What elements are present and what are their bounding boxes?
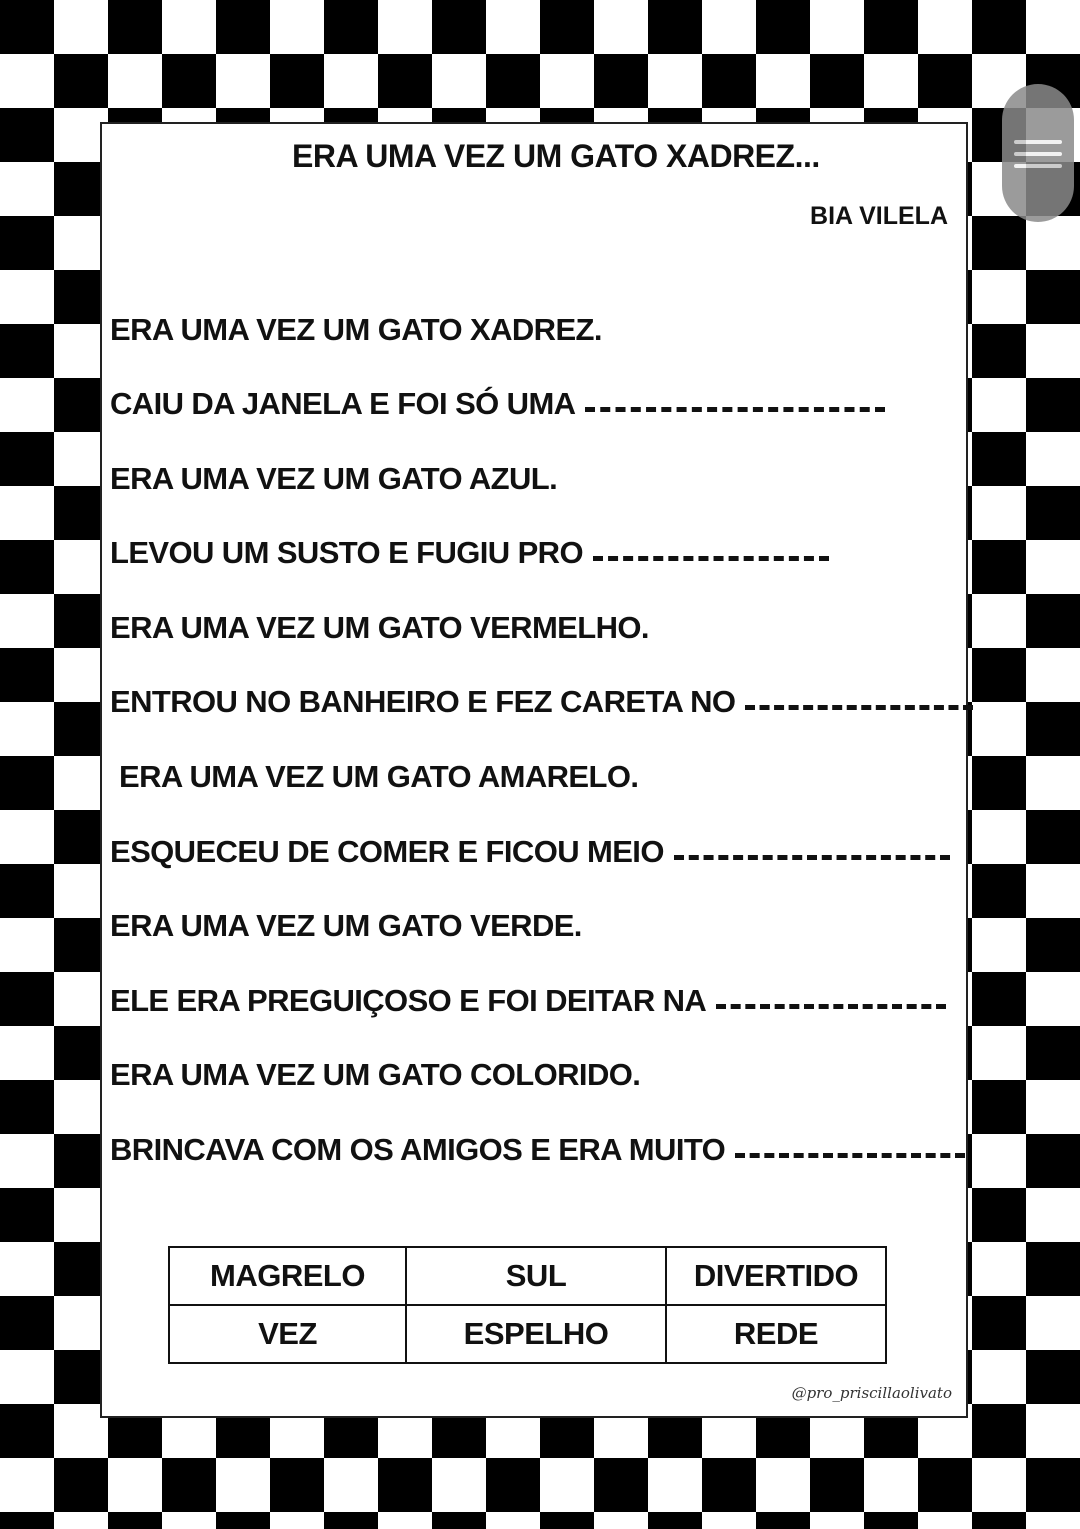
border-square xyxy=(0,432,54,486)
answer-blank[interactable] xyxy=(735,1153,965,1158)
verse-line: ELE ERA PREGUIÇOSO E FOI DEITAR NA xyxy=(110,983,946,1019)
border-square xyxy=(594,54,648,108)
verse-line: ERA UMA VEZ UM GATO AZUL. xyxy=(110,461,558,496)
border-square xyxy=(1026,1026,1080,1080)
border-square xyxy=(1026,270,1080,324)
border-square xyxy=(378,54,432,108)
border-square xyxy=(1026,486,1080,540)
border-square xyxy=(1026,378,1080,432)
verse-line: CAIU DA JANELA E FOI SÓ UMA xyxy=(110,386,885,422)
verse-line: ERA UMA VEZ UM GATO VERMELHO. xyxy=(110,610,649,645)
border-square xyxy=(0,1512,54,1529)
border-square xyxy=(162,1458,216,1512)
border-square xyxy=(972,0,1026,54)
border-square xyxy=(972,1404,1026,1458)
border-square xyxy=(702,54,756,108)
border-square xyxy=(486,1458,540,1512)
border-square xyxy=(0,1404,54,1458)
answer-blank[interactable] xyxy=(585,407,885,412)
border-square xyxy=(108,0,162,54)
border-square xyxy=(0,864,54,918)
border-square xyxy=(1026,918,1080,972)
border-square xyxy=(756,1512,810,1529)
hamburger-menu-button[interactable] xyxy=(1002,84,1074,222)
border-square xyxy=(972,648,1026,702)
border-square xyxy=(0,216,54,270)
border-square xyxy=(0,648,54,702)
border-square xyxy=(972,864,1026,918)
border-square xyxy=(108,1512,162,1529)
verse-line: ESQUECEU DE COMER E FICOU MEIO xyxy=(110,834,950,870)
border-square xyxy=(1026,810,1080,864)
border-square xyxy=(648,1512,702,1529)
border-square xyxy=(972,756,1026,810)
answer-blank[interactable] xyxy=(674,855,950,860)
border-square xyxy=(1026,1458,1080,1512)
border-square xyxy=(54,54,108,108)
border-square xyxy=(540,0,594,54)
border-square xyxy=(864,1512,918,1529)
border-square xyxy=(270,54,324,108)
border-square xyxy=(0,108,54,162)
border-square xyxy=(1026,702,1080,756)
word-cell: REDE xyxy=(666,1305,886,1363)
worksheet-title: ERA UMA VEZ UM GATO XADREZ... xyxy=(292,138,820,174)
border-square xyxy=(702,1458,756,1512)
border-square xyxy=(1026,1350,1080,1404)
border-square xyxy=(648,0,702,54)
border-square xyxy=(486,54,540,108)
border-square xyxy=(1026,1242,1080,1296)
border-square xyxy=(918,54,972,108)
word-cell: VEZ xyxy=(169,1305,406,1363)
verse-line: BRINCAVA COM OS AMIGOS E ERA MUITO xyxy=(110,1132,965,1168)
border-square xyxy=(0,540,54,594)
table-row xyxy=(169,1305,886,1363)
word-cell: SUL xyxy=(406,1247,666,1305)
border-square xyxy=(918,1458,972,1512)
border-square xyxy=(0,324,54,378)
border-square xyxy=(594,1458,648,1512)
border-square xyxy=(0,0,54,54)
border-square xyxy=(0,1080,54,1134)
border-square xyxy=(270,1458,324,1512)
verse-line: ERA UMA VEZ UM GATO AMARELO. xyxy=(119,759,639,794)
border-square xyxy=(162,54,216,108)
word-cell: ESPELHO xyxy=(406,1305,666,1363)
border-square xyxy=(864,0,918,54)
border-square xyxy=(972,972,1026,1026)
border-square xyxy=(324,1512,378,1529)
word-cell: DIVERTIDO xyxy=(666,1247,886,1305)
border-square xyxy=(324,0,378,54)
border-square xyxy=(1026,1134,1080,1188)
border-square xyxy=(972,540,1026,594)
answer-blank[interactable] xyxy=(745,705,973,710)
word-cell: MAGRELO xyxy=(169,1247,406,1305)
verse-line: ERA UMA VEZ UM GATO COLORIDO. xyxy=(110,1057,641,1092)
verse-line: ERA UMA VEZ UM GATO VERDE. xyxy=(110,908,582,943)
border-square xyxy=(972,432,1026,486)
border-square xyxy=(0,1296,54,1350)
border-square xyxy=(0,1188,54,1242)
verse-line: LEVOU UM SUSTO E FUGIU PRO xyxy=(110,535,829,571)
border-square xyxy=(972,1188,1026,1242)
border-square xyxy=(216,1512,270,1529)
hamburger-menu-icon-bar xyxy=(1014,152,1062,156)
border-square xyxy=(216,0,270,54)
credit-watermark: @pro_priscillaolivato xyxy=(791,1384,952,1402)
border-square xyxy=(432,1512,486,1529)
hamburger-menu-icon xyxy=(1014,140,1062,144)
border-square xyxy=(0,756,54,810)
border-square xyxy=(756,0,810,54)
border-square xyxy=(540,1512,594,1529)
table-row xyxy=(169,1247,886,1305)
verse-line: ERA UMA VEZ UM GATO XADREZ. xyxy=(110,312,602,347)
answer-blank[interactable] xyxy=(593,556,829,561)
border-square xyxy=(810,54,864,108)
word-bank-table xyxy=(168,1246,887,1364)
border-square xyxy=(432,0,486,54)
border-square xyxy=(972,1296,1026,1350)
border-square xyxy=(378,1458,432,1512)
answer-blank[interactable] xyxy=(716,1004,946,1009)
verse-line: ENTROU NO BANHEIRO E FEZ CARETA NO xyxy=(110,684,973,720)
border-square xyxy=(972,216,1026,270)
border-square xyxy=(972,1512,1026,1529)
border-square xyxy=(0,972,54,1026)
border-square xyxy=(972,1080,1026,1134)
author: BIA VILELA xyxy=(810,202,948,230)
border-square xyxy=(810,1458,864,1512)
hamburger-menu-icon-bar xyxy=(1014,164,1062,168)
border-square xyxy=(54,1458,108,1512)
border-square xyxy=(1026,594,1080,648)
worksheet xyxy=(100,122,968,1418)
border-square xyxy=(972,324,1026,378)
